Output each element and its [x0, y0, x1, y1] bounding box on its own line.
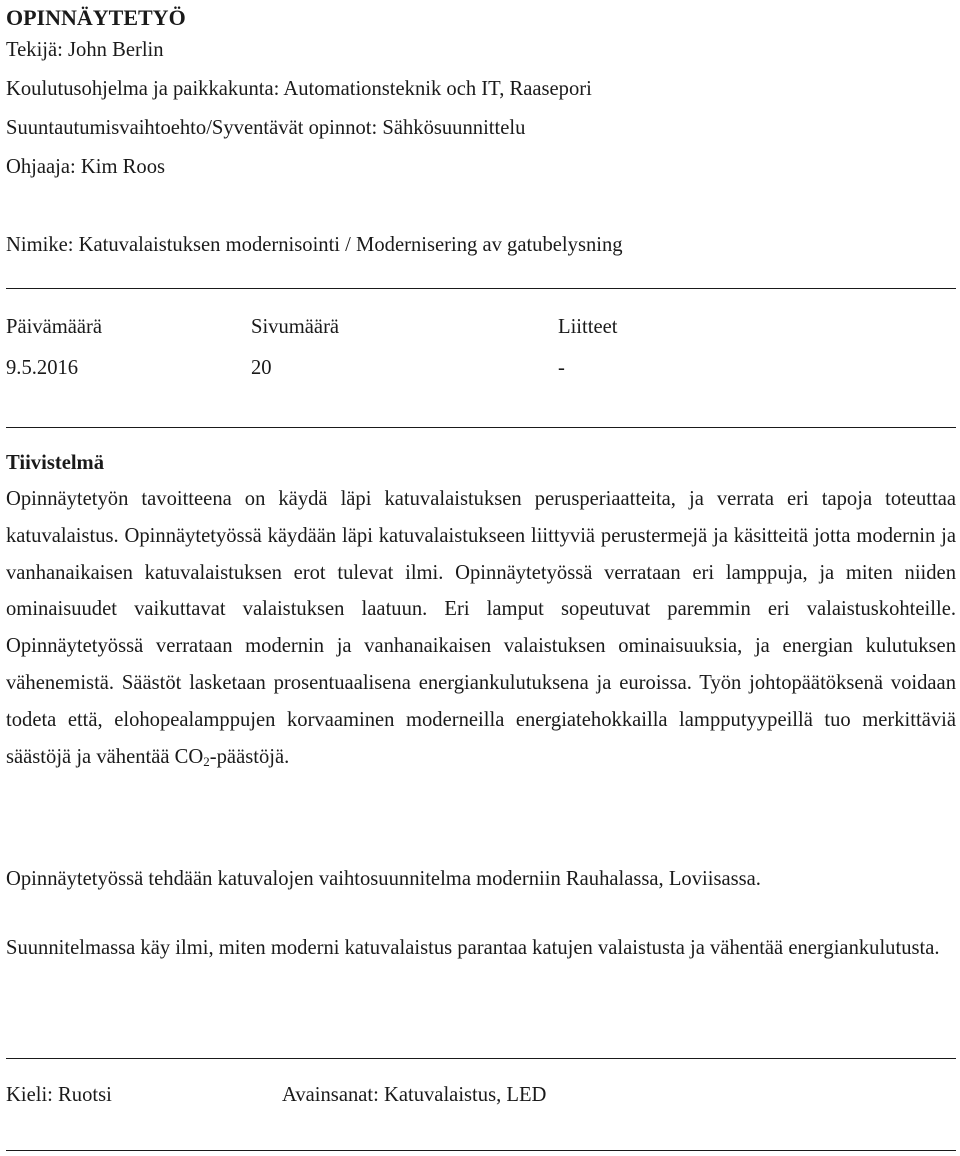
abstract-text-end: -päästöjä. — [209, 745, 290, 768]
pages-label: Sivumäärä — [251, 316, 340, 338]
abstract-paragraph-1 — [6, 481, 956, 775]
attachments-value: - — [558, 357, 565, 379]
abstract-paragraph-3: Suunnitelmassa käy ilmi, miten moderni katuvalaistus parantaa katujen valaistusta ja vähentää energiankulutusta. — [6, 937, 940, 959]
abstract-heading: Tiivistelmä — [6, 452, 105, 474]
attachments-label: Liitteet — [558, 316, 618, 338]
abstract-paragraph-2: Opinnäytetyössä tehdään katuvalojen vaihtosuunnitelma moderniin Rauhalassa, Loviisassa. — [6, 868, 761, 890]
divider-rule — [6, 1058, 956, 1059]
divider-rule — [6, 288, 956, 289]
date-label: Päivämäärä — [6, 316, 103, 338]
divider-rule — [6, 1150, 956, 1151]
document-title: OPINNÄYTETYÖ — [6, 5, 186, 30]
supervisor-line: Ohjaaja: Kim Roos — [6, 156, 166, 178]
author-line: Tekijä: John Berlin — [6, 39, 164, 61]
orientation-line: Suuntautumisvaihtoehto/Syventävät opinnot: Sähkösuunnittelu — [6, 117, 526, 139]
program-line: Koulutusohjelma ja paikkakunta: Automationsteknik och IT, Raasepori — [6, 78, 592, 100]
co2-subscript: 2 — [203, 753, 210, 769]
pages-value: 20 — [251, 357, 272, 379]
language-field: Kieli: Ruotsi — [6, 1084, 112, 1106]
subject-line: Nimike: Katuvalaistuksen modernisointi / Modernisering av gatubelysning — [6, 234, 623, 256]
date-value: 9.5.2016 — [6, 357, 79, 379]
keywords-field: Avainsanat: Katuvalaistus, LED — [282, 1084, 547, 1106]
abstract-text: Opinnäytetyön tavoitteena on käydä läpi katuvalaistuksen perusperiaatteita, ja verrata eri tapoja toteuttaa katuvalaistus. Opinnäytetyössä käydään läpi katuvalaistukseen liittyviä perustermejä ja käsitteitä jotta modernin ja vanhanaikaisen katuvalaistuksen erot tulevat ilmi. Opinnäytetyössä verrataan eri lamppuja, ja miten niiden ominaisuudet vaikuttavat valaistuksen laatuun. Eri lamput sopeutuvat paremmin eri valaistuskohteille. Opinnäytetyössä verrataan modernin ja vanhanaikaisen valaistuksen ominaisuuksia, ja energian kulutuksen vähenemistä. Säästöt lasketaan prosentuaalisena energiankulutuksena ja euroissa. Työn johtopäätöksenä voidaan todeta että, elohopealamppujen korvaaminen moderneilla energiatehokkailla lampputyypeillä tuo merkittäviä säästöjä ja vähentää CO — [6, 488, 956, 768]
divider-rule — [6, 427, 956, 428]
